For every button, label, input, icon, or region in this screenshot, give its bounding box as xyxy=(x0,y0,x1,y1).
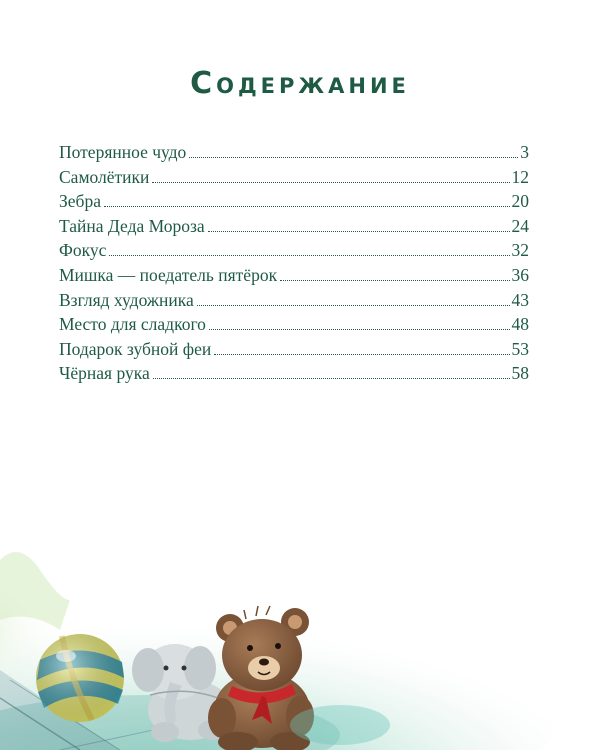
toc-dot-leader xyxy=(280,280,509,281)
toys-illustration xyxy=(0,520,600,750)
toc-entry[interactable] xyxy=(59,363,529,388)
toc-entry-page: 12 xyxy=(511,166,529,187)
toc-entry-title: Чёрная рука xyxy=(59,363,150,384)
ball-icon xyxy=(36,634,124,722)
toc-entry-page: 32 xyxy=(511,240,529,261)
toc-entry[interactable] xyxy=(59,265,529,290)
toc-entry-title: Место для сладкого xyxy=(59,314,206,335)
toc-dot-leader xyxy=(209,329,510,330)
toc-dot-leader xyxy=(104,206,510,207)
toc-entry-title: Взгляд художника xyxy=(59,289,194,310)
toc-entry[interactable] xyxy=(59,314,529,339)
toc-entry[interactable] xyxy=(59,191,529,216)
toc-entry-title: Зебра xyxy=(59,191,101,212)
toc-entry-page: 43 xyxy=(511,289,529,310)
toc-dot-leader xyxy=(197,305,510,306)
toc-dot-leader xyxy=(153,378,510,379)
toc-dot-leader xyxy=(214,354,509,355)
toc-entry-title: Самолётики xyxy=(59,166,150,187)
table-of-contents xyxy=(59,142,529,388)
toc-entry[interactable] xyxy=(59,167,529,192)
toc-entry-page: 58 xyxy=(511,363,529,384)
toc-entry-page: 20 xyxy=(511,191,529,212)
toc-entry-page: 3 xyxy=(520,142,529,162)
toc-entry[interactable] xyxy=(59,142,529,167)
toc-entry[interactable] xyxy=(59,290,529,315)
toc-entry-title: Фокус xyxy=(59,240,107,261)
toc-dot-leader xyxy=(189,157,518,158)
toc-entry[interactable] xyxy=(59,216,529,241)
toc-entry-title: Тайна Деда Мороза xyxy=(59,215,205,236)
toc-entry-page: 24 xyxy=(511,215,529,236)
toc-dot-leader xyxy=(152,182,509,183)
toc-dot-leader xyxy=(109,255,509,256)
toc-entry-title: Подарок зубной феи xyxy=(59,338,212,359)
toc-dot-leader xyxy=(208,231,510,232)
toc-entry-page: 48 xyxy=(511,314,529,335)
toc-entry[interactable] xyxy=(59,240,529,265)
page-title: Содержание xyxy=(190,66,410,101)
toc-entry-title: Мишка — поедатель пятёрок xyxy=(59,264,278,285)
toc-entry-page: 36 xyxy=(511,264,529,285)
toc-entry-page: 53 xyxy=(511,338,529,359)
toc-entry-title: Потерянное чудо xyxy=(59,142,187,162)
toc-entry[interactable] xyxy=(59,339,529,364)
